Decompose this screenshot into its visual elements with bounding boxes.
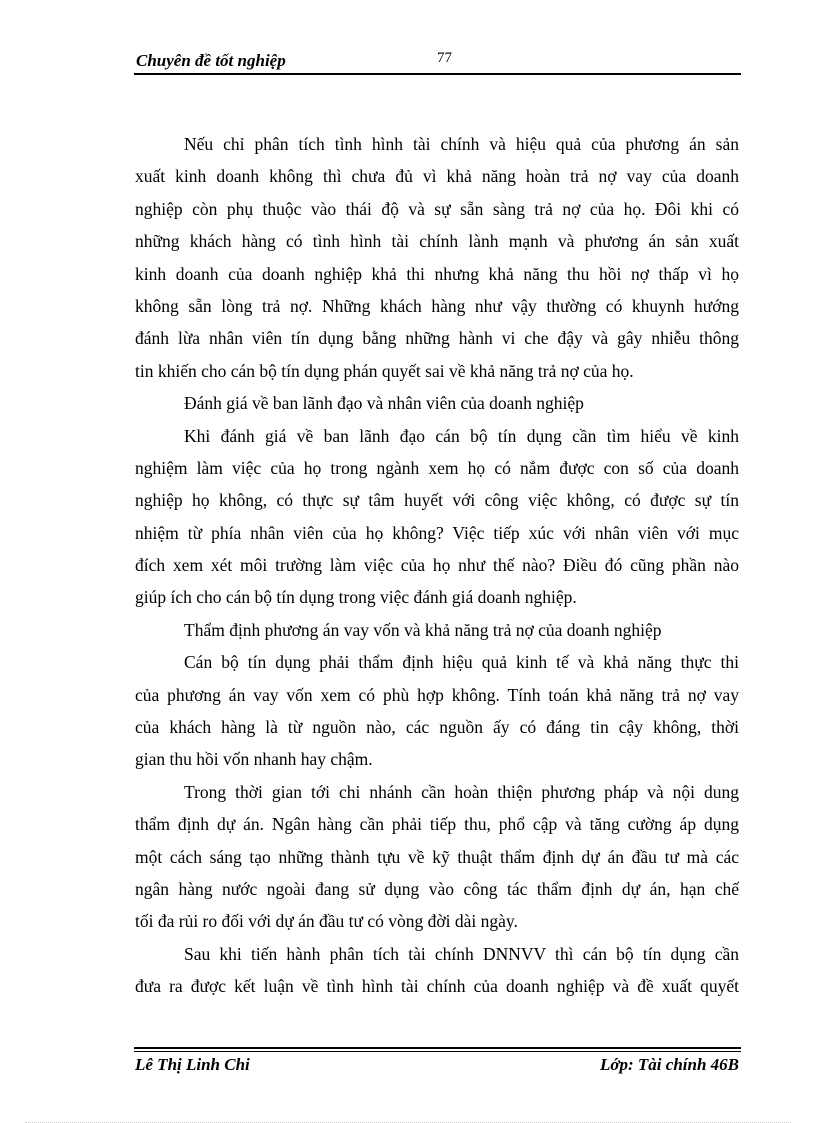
page-number: 77 [437,50,452,66]
paragraph-line: Sau khi tiến hành phân tích tài chính DNNVV thì cán bộ tín dụng cần [184,943,739,964]
footer-author: Lê Thị Linh Chi [135,1055,250,1074]
paragraph-line: kinh doanh của doanh nghiệp khả thi nhưng khả năng thu hồi nợ thấp vì họ [135,263,739,284]
paragraph-line: Cán bộ tín dụng phải thẩm định hiệu quả kinh tế và khả năng thực thi [184,652,739,673]
body-text [135,128,739,1003]
paragraph-line: tối đa rủi ro đối với dự án đầu tư có vòng đời dài ngày. [135,911,518,932]
paragraph-line: của phương án vay vốn xem có phù hợp không. Tính toán khả năng trả nợ vay [135,684,739,705]
paragraph-line: Khi đánh giá về ban lãnh đạo cán bộ tín dụng cần tìm hiểu về kinh [184,425,739,446]
paragraph-line: thẩm định dự án. Ngân hàng cần phải tiếp thu, phổ cập và tăng cường áp dụng [135,814,739,835]
paragraph-line: ngân hàng nước ngoài đang sử dụng vào công tác thẩm định dự án, hạn chế [135,878,739,899]
paragraph-line: đích xem xét môi trường làm việc của họ như thế nào? Điều đó cũng phần nào [135,555,739,576]
section-heading: Đánh giá về ban lãnh đạo và nhân viên của doanh nghiệp [184,393,584,414]
paragraph-line: không sẵn lòng trả nợ. Những khách hàng như vậy thường có khuynh hướng [135,295,739,316]
paragraph-line: giúp ích cho cán bộ tín dụng trong việc đánh giá doanh nghiệp. [135,587,577,608]
paragraph-line: gian thu hồi vốn nhanh hay chậm. [135,749,373,770]
paragraph-line: của khách hàng là từ nguồn nào, các nguồn ấy có đáng tin cậy không, thời [135,717,739,738]
paragraph-line: Trong thời gian tới chi nhánh cần hoàn thiện phương pháp và nội dung [184,781,739,802]
header-rule [134,73,741,75]
paragraph-line: nghiệp họ không, có thực sự tâm huyết với công việc không, có được sự tín [135,490,739,511]
section-heading: Thẩm định phương án vay vốn và khả năng trả nợ của doanh nghiệp [184,619,662,640]
paragraph-line: một cách sáng tạo những thành tựu về kỹ thuật thẩm định dự án đầu tư mà các [135,846,739,867]
paragraph-line: đánh lừa nhân viên tín dụng bằng những hành vi che đậy và gây nhiễu thông [135,328,739,349]
paragraph-line: nghiệp còn phụ thuộc vào thái độ và sự sẵn sàng trả nợ của họ. Đôi khi có [135,198,739,219]
footer-rule [134,1047,741,1049]
header-title: Chuyên đề tốt nghiệp [136,51,286,70]
paragraph-line: tin khiến cho cán bộ tín dụng phán quyết sai về khả năng trả nợ của họ. [135,360,634,381]
paragraph-line: nghiệm làm việc của họ trong ngành xem họ có nắm được con số của doanh [135,457,739,478]
paragraph-line: những khách hàng có tình hình tài chính lành mạnh và phương án sản xuất [135,231,739,252]
paragraph-line: đưa ra được kết luận về tình hình tài chính của doanh nghiệp và đề xuất quyết [135,976,739,997]
page-header [134,46,741,74]
paragraph-line: xuất kinh doanh không thì chưa đủ vì khả năng hoàn trả nợ vay của doanh [135,166,739,187]
paragraph-line: Nếu chỉ phân tích tình hình tài chính và hiệu quả của phương án sản [184,134,739,154]
footer-rule-thin [134,1051,741,1052]
paragraph-line: nhiệm từ phía nhân viên của họ không? Việc tiếp xúc với nhân viên với mục [135,522,739,543]
footer-class: Lớp: Tài chính 46B [600,1055,739,1074]
